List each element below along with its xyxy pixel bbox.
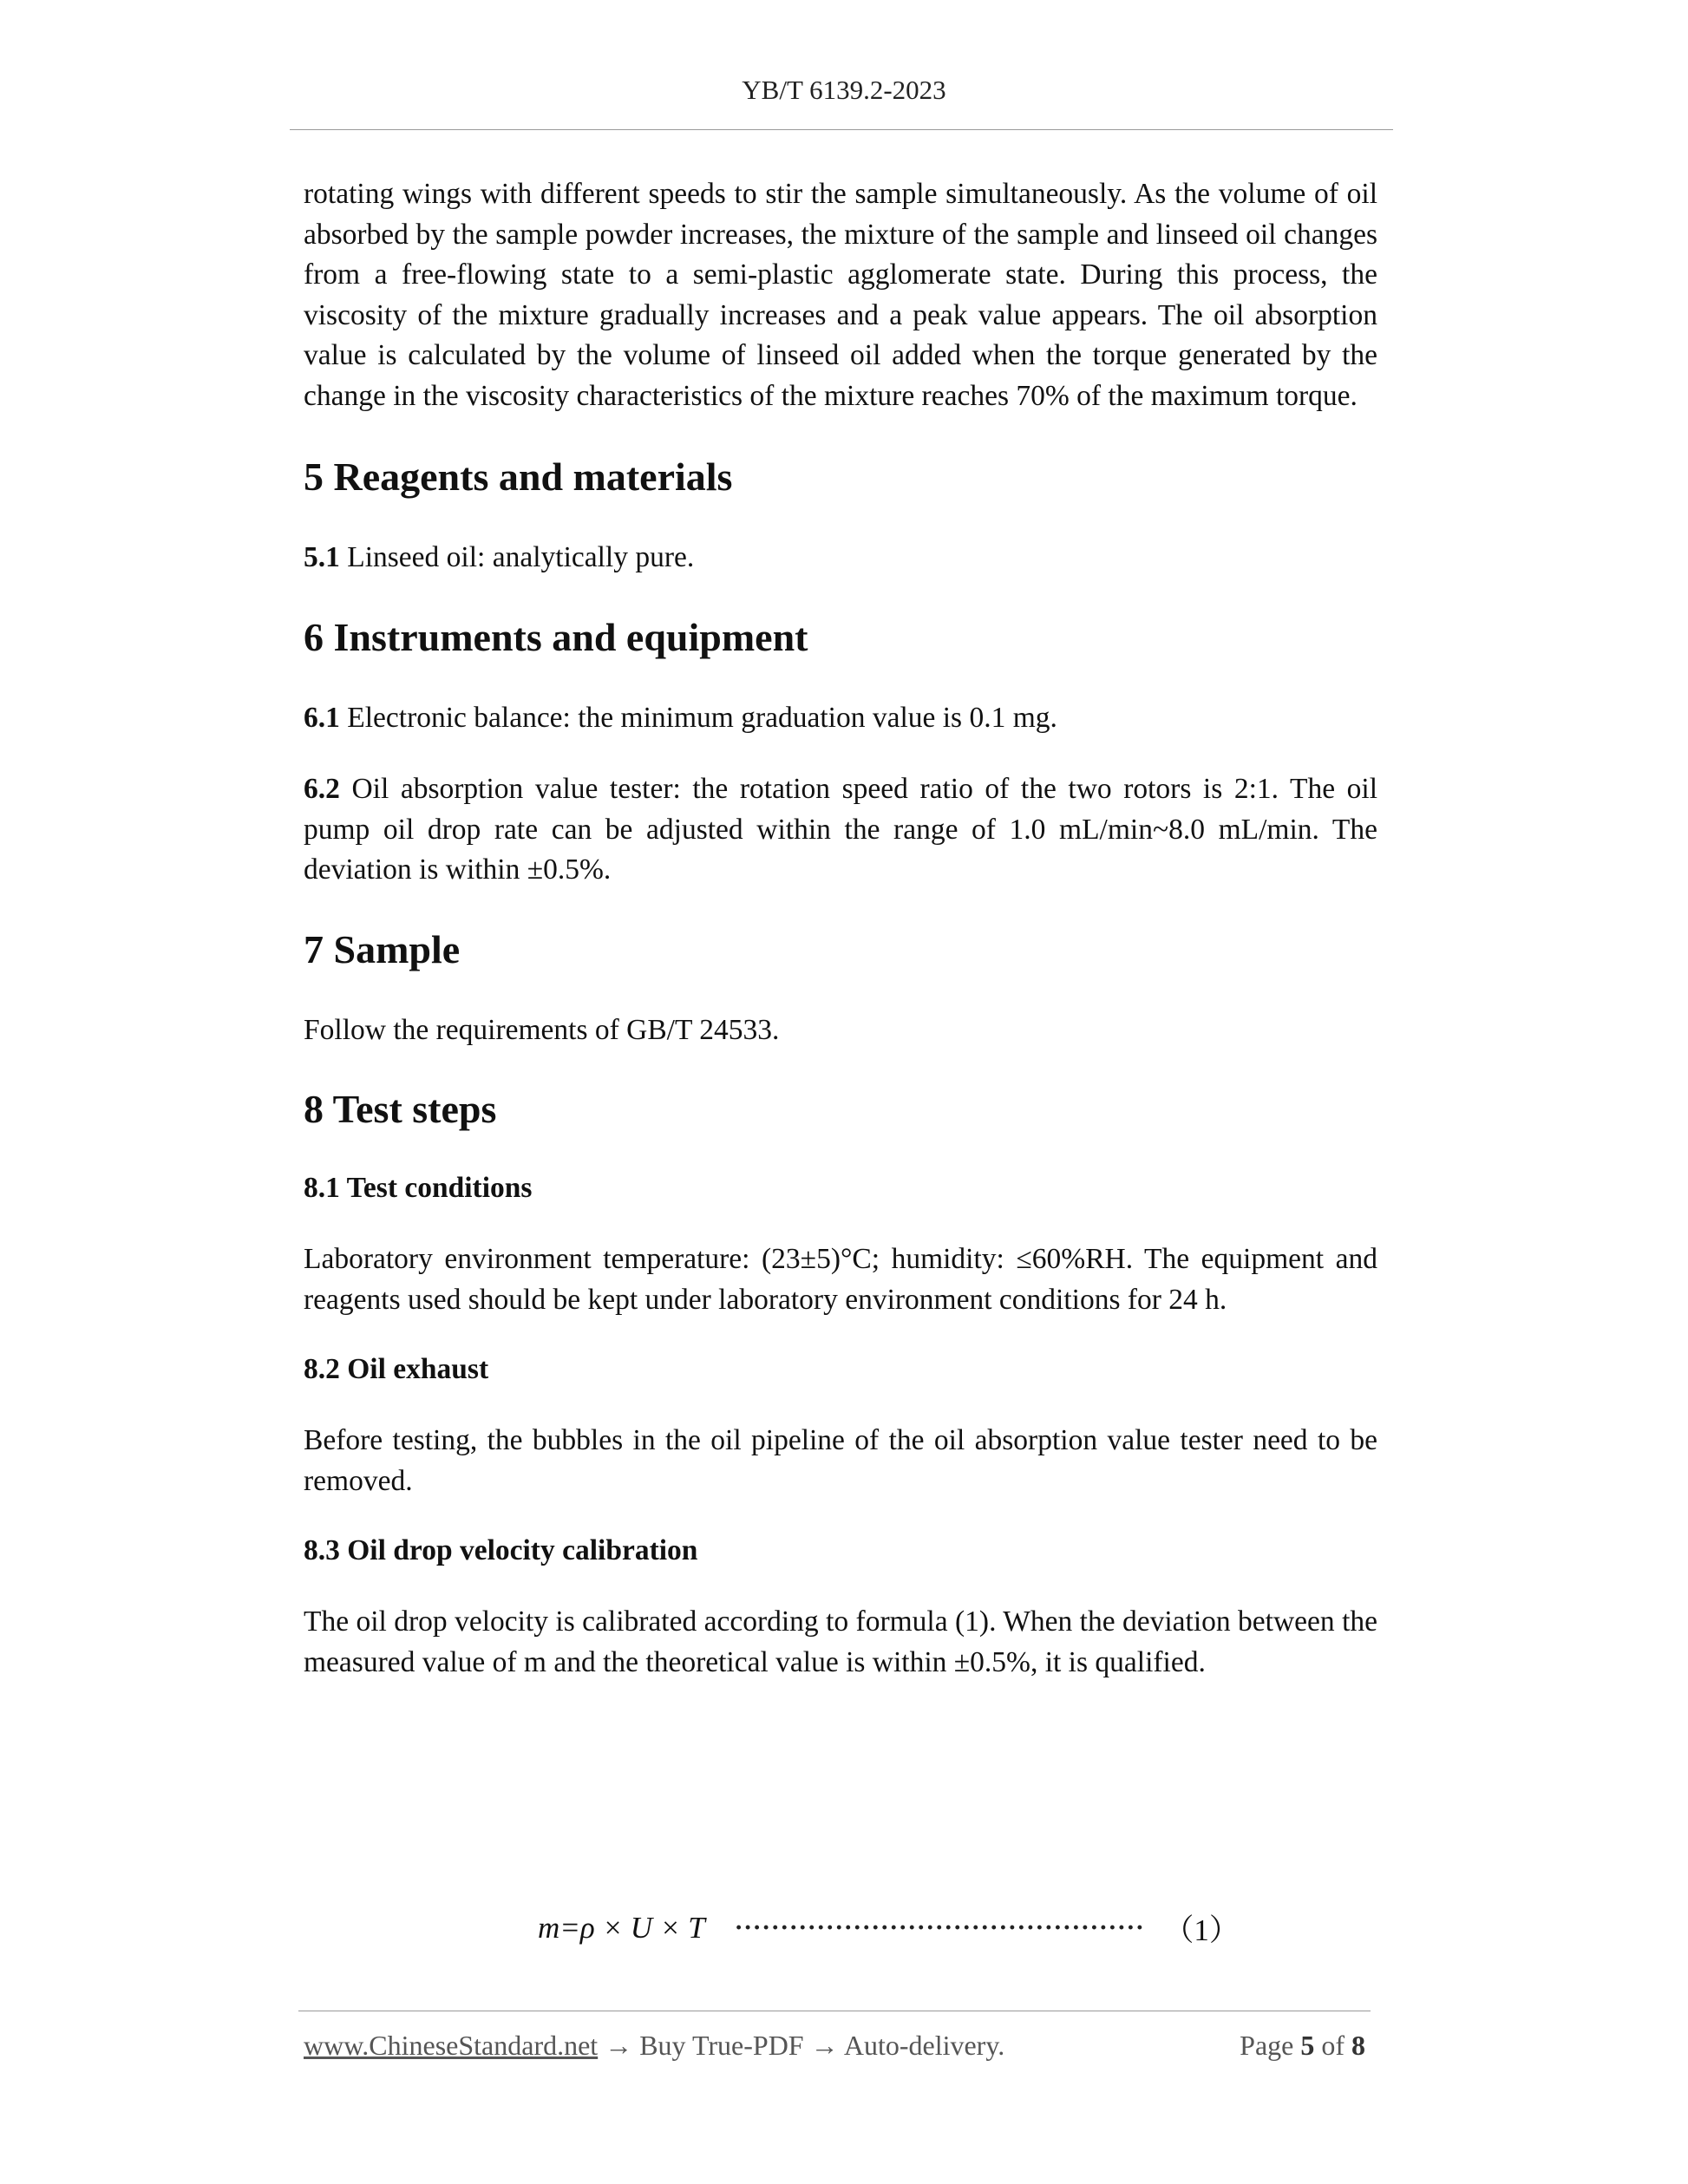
subsection-8-3-heading: 8.3 Oil drop velocity calibration: [304, 1534, 698, 1566]
section-8-heading: 8 Test steps: [304, 1087, 497, 1131]
page-indicator: [1240, 2030, 1365, 2062]
subsection-8-1-heading: 8.1 Test conditions: [304, 1172, 533, 1204]
formula-expression: m=ρ × U × T: [538, 1911, 705, 1945]
clause-6-2: [304, 769, 1377, 891]
page-of-label: of: [1321, 2030, 1345, 2061]
arrow-right-icon: →: [598, 2030, 640, 2061]
arrow-right-icon: →: [803, 2030, 844, 2061]
clause-5-1-number: 5.1: [304, 541, 340, 573]
document-code-header: YB/T 6139.2-2023: [742, 75, 946, 105]
formula-dot-leader: ·············································: [734, 1913, 1145, 1942]
footer-promo: [304, 2030, 1004, 2062]
website-link[interactable]: www.ChineseStandard.net: [304, 2030, 599, 2061]
page-current: 5: [1300, 2030, 1315, 2061]
section-7-heading: 7 Sample: [304, 926, 461, 971]
intro-paragraph: rotating wings with different speeds to stir the sample simultaneously. As the volume of oil absorbed by the sample powder increases, the mixture of the sample and linseed oil changes from a free-flowing state to a semi-plastic agglomerate state. During this process, the viscosity of the mixture gradually increases and a peak value appears. The oil absorption value is calculated by the volume of linseed oil added when the torque generated by the change in the viscosity characteristics of the mixture reaches 70% of the maximum torque.: [304, 178, 1377, 412]
auto-delivery-text: Auto-delivery.: [843, 2030, 1005, 2061]
clause-6-2-number: 6.2: [304, 773, 340, 805]
clause-6-2-text: Oil absorption value tester: the rotation speed ratio of the two rotors is 2:1. The oil pump oil drop rate can be adjusted within the range of 1.0 mL/min~8.0 mL/min. The deviation is within ±0.5%.: [304, 773, 1378, 886]
clause-6-1: [304, 698, 1377, 739]
subsection-8-3-text: The oil drop velocity is calibrated according to formula (1). When the deviation between the measured value of m and the theoretical value is within ±0.5%, it is qualified.: [304, 1605, 1377, 1678]
section-6-heading: 6 Instruments and equipment: [304, 614, 808, 659]
formula-1: [538, 1906, 1371, 1950]
clause-5-1-text: Linseed oil: analytically pure.: [347, 541, 695, 573]
clause-6-1-text: Electronic balance: the minimum graduation value is 0.1 mg.: [347, 701, 1057, 734]
page-body: [304, 174, 1377, 1683]
subsection-8-2-text: Before testing, the bubbles in the oil pipeline of the oil absorption value tester need to be removed.: [304, 1424, 1377, 1497]
header-divider: [290, 129, 1393, 130]
subsection-8-2-heading: 8.2 Oil exhaust: [304, 1353, 489, 1385]
formula-number: （1）: [1163, 1913, 1240, 1947]
clause-5-1: [304, 538, 1377, 579]
page-label: Page: [1240, 2030, 1294, 2061]
subsection-8-1-text: Laboratory environment temperature: (23±5)°C; humidity: ≤60%RH. The equipment and reagents used should be kept under laboratory environment conditions for 24 h.: [304, 1243, 1377, 1316]
section-7-text: Follow the requirements of GB/T 24533.: [304, 1013, 780, 1046]
page-total: 8: [1351, 2030, 1365, 2061]
clause-6-1-number: 6.1: [304, 701, 340, 734]
buy-true-pdf-text: Buy True-PDF: [639, 2030, 804, 2061]
section-5-heading: 5 Reagents and materials: [304, 454, 733, 499]
